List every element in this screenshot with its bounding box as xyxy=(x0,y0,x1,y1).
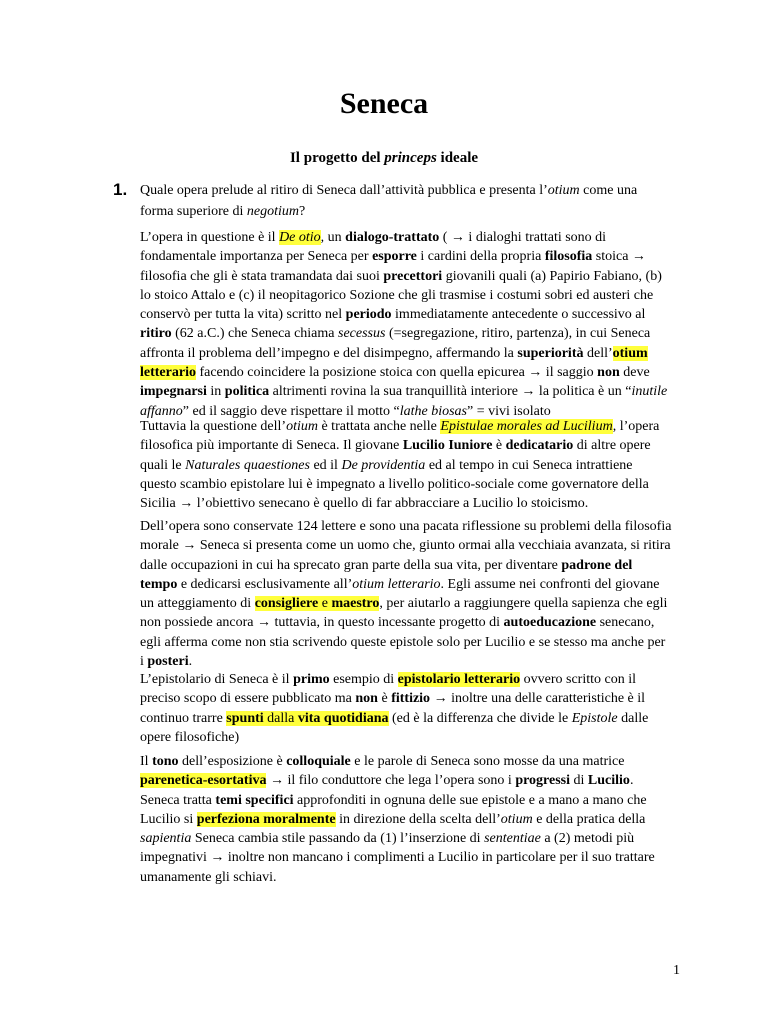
text-run: colloquiale xyxy=(286,754,351,769)
text-run: . xyxy=(188,654,193,670)
text-run: dell’esposizione è xyxy=(178,754,287,769)
text-run: dell’ xyxy=(583,345,613,361)
text-run: politica xyxy=(224,384,270,400)
text-run: → inoltre una delle caratteristiche è il continuo trarre xyxy=(140,691,646,726)
text-run: autoeducazione xyxy=(503,615,597,631)
text-run: . Egli assume nei confronti del giovane un atteggiamento di xyxy=(140,576,660,612)
text-run: De providentia xyxy=(341,457,426,473)
text-run: negotium xyxy=(246,204,300,219)
text-run: (=segregazione, ritiro, partenza), in cui Seneca affronta il problema dell’impegno e del disimpegno, affermando la xyxy=(140,326,651,361)
text-run: dalla xyxy=(263,710,298,726)
text-run: temi specifici xyxy=(215,792,294,808)
text-run: (ed è la differenza che divide le xyxy=(388,710,572,726)
text-run: a (2) metodi più impegnativi → inoltre non mancano i complimenti a Lucilio in particolare per il suo trattare umanamente gli schiavi. xyxy=(140,831,655,885)
text-run: i cardini della propria xyxy=(416,249,545,265)
text-run: impegnarsi xyxy=(140,384,207,400)
text-run: e xyxy=(318,596,332,612)
answer-paragraph-5 xyxy=(140,752,672,887)
text-run: Il xyxy=(140,754,153,769)
answer-paragraph-4 xyxy=(140,670,672,747)
text-run: in xyxy=(206,384,225,400)
text-run: è xyxy=(492,438,506,454)
text-run: Tuttavia la questione dell’ xyxy=(140,419,287,434)
subtitle-text-before: Il progetto del xyxy=(289,150,385,166)
text-run: precettori xyxy=(383,268,443,284)
text-run: secessus xyxy=(338,326,386,342)
text-run: esempio di xyxy=(329,672,398,687)
text-run: stoica → filosofia che gli è stata tramandata dai suoi xyxy=(140,249,646,284)
text-run: , l’opera filosofica più importante di Seneca. Il giovane xyxy=(140,419,660,454)
text-run: L’opera in questione è il xyxy=(140,230,280,245)
text-run: Epistole xyxy=(571,710,618,726)
text-run: facendo coincidere la posizione stoica con quella epicurea → il saggio xyxy=(195,365,598,381)
text-run: e della pratica della xyxy=(532,811,646,827)
text-run: ed al tempo in cui Seneca intrattiene questo scambio epistolare lui è impegnato a livello politico-sociale come governatore della Sicilia → l’obiettivo senecano è quello di far abbracciare a Lucilio lo stoicismo. xyxy=(140,457,649,512)
text-run: come una forma superiore di xyxy=(140,183,638,219)
text-run: Seneca cambia stile passando da (1) l’inserzione di xyxy=(191,831,485,847)
document-subtitle xyxy=(0,147,768,169)
answer-paragraph-3 xyxy=(140,517,672,671)
subtitle-italic-term: princeps xyxy=(384,150,437,166)
text-run: De otio xyxy=(279,230,321,245)
text-run: Lucilio xyxy=(587,773,630,789)
question-text xyxy=(140,180,660,222)
text-run: senecano, egli afferma come non stia scrivendo queste epistole solo per Lucilio e se stesso ma anche per i xyxy=(140,615,666,670)
text-run: dialogo-trattato xyxy=(345,230,440,245)
text-run: parenetica-esortativa xyxy=(140,773,267,789)
text-run: → il filo conduttore che lega l’opera sono i xyxy=(266,773,516,789)
text-run: giovanili quali (a) Papirio Fabiano, (b) lo stoico Attalo e (c) il neopitagorico Sozione che gli trasmise i costumi sobri ed austeri che conservò per tutta la vita) scritto nel xyxy=(140,268,662,323)
text-run: fittizio xyxy=(391,691,431,707)
text-run: spunti xyxy=(226,710,264,726)
text-run: . Seneca tratta xyxy=(140,773,634,808)
text-run: immediatamente antecedente o successivo al xyxy=(391,307,646,323)
subtitle-text-after: ideale xyxy=(436,150,479,166)
text-run: epistolario letterario xyxy=(397,672,521,687)
text-run: deve xyxy=(619,365,650,381)
text-run: , un xyxy=(320,230,346,245)
text-run: otium letterario xyxy=(352,576,441,592)
text-run: tono xyxy=(152,754,179,769)
text-run: in direzione della scelta dell’ xyxy=(335,811,501,827)
text-run: padrone del tempo xyxy=(140,557,633,592)
text-run: consigliere xyxy=(254,596,319,612)
text-run: , per aiutarlo a raggiungere quella sapienza che egli non possiede ancora → tuttavia, in questo incessante progetto di xyxy=(140,596,668,631)
text-run: ( → i dialoghi trattati sono di fondamentale importanza per Seneca per xyxy=(140,230,607,265)
text-run: vita quotidiana xyxy=(297,710,389,726)
text-run: ? xyxy=(299,204,306,219)
text-run: e le parole di Seneca sono mosse da una matrice xyxy=(350,754,625,769)
text-run: dalle opere filosofiche) xyxy=(140,710,649,745)
answer-paragraph-2 xyxy=(140,417,672,513)
answer-paragraph-1 xyxy=(140,228,672,421)
text-run: inutile affanno xyxy=(140,384,668,419)
text-run: maestro xyxy=(331,596,380,612)
text-run: ovvero scritto con il preciso scopo di essere pubblicato ma xyxy=(140,672,636,707)
text-run: ed il xyxy=(309,457,342,473)
text-run: altrimenti rovina la sua tranquillità interiore → la politica è un “ xyxy=(269,384,632,400)
text-run: ” ed il saggio deve rispettare il motto “ xyxy=(182,403,400,419)
text-run: di altre opere quali le xyxy=(140,438,651,473)
question-number: 1. xyxy=(113,180,128,199)
text-run: otium xyxy=(500,811,533,827)
text-run: otium xyxy=(547,183,580,198)
text-run: otium xyxy=(286,419,318,434)
text-run: non xyxy=(597,365,620,381)
text-run: è trattata anche nelle xyxy=(317,419,441,434)
text-run: esporre xyxy=(372,249,417,265)
text-run: L’epistolario di Seneca è il xyxy=(140,672,294,687)
text-run: di xyxy=(570,773,588,789)
text-run: dedicatario xyxy=(505,438,574,454)
text-run: periodo xyxy=(345,307,392,323)
text-run: approfonditi in ognuna delle sue epistole e a mano a mano che Lucilio si xyxy=(140,792,647,827)
text-run: otium letterario xyxy=(140,345,648,381)
text-run: è xyxy=(377,691,392,707)
text-run: Dell’opera sono conservate 124 lettere e sono una pacata riflessione su problemi della filosofia morale → Seneca si presenta come un uomo che, giunto ormai alla vecchiaia avanzata, si ritira dalle occupazioni in cui ha sprecato gran parte della sua vita, per diventare xyxy=(140,519,672,573)
page-number: 1 xyxy=(673,963,680,978)
text-run: superiorità xyxy=(517,345,584,361)
text-run: non xyxy=(355,691,378,707)
text-run: filosofia xyxy=(544,249,593,265)
text-run: (62 a.C.) che Seneca chiama xyxy=(171,326,338,342)
text-run: Epistulae morales ad Lucilium xyxy=(440,419,613,434)
text-run: perfeziona moralmente xyxy=(196,811,336,827)
text-run: Lucilio Iuniore xyxy=(402,438,493,454)
text-run: Naturales quaestiones xyxy=(185,457,310,473)
text-run: ” = vivi isolato xyxy=(467,403,551,419)
text-run: Quale opera prelude al ritiro di Seneca dall’attività pubblica e presenta l’ xyxy=(140,183,548,198)
text-run: posteri xyxy=(147,654,189,670)
text-run: lathe biosas xyxy=(399,403,467,419)
text-run: e dedicarsi esclusivamente all’ xyxy=(177,576,353,592)
document-title: Seneca xyxy=(339,87,429,120)
text-run: sapientia xyxy=(140,831,192,847)
text-run: primo xyxy=(293,672,330,687)
text-run: progressi xyxy=(515,773,571,789)
text-run: sententiae xyxy=(484,831,541,847)
text-run: ritiro xyxy=(140,326,172,342)
